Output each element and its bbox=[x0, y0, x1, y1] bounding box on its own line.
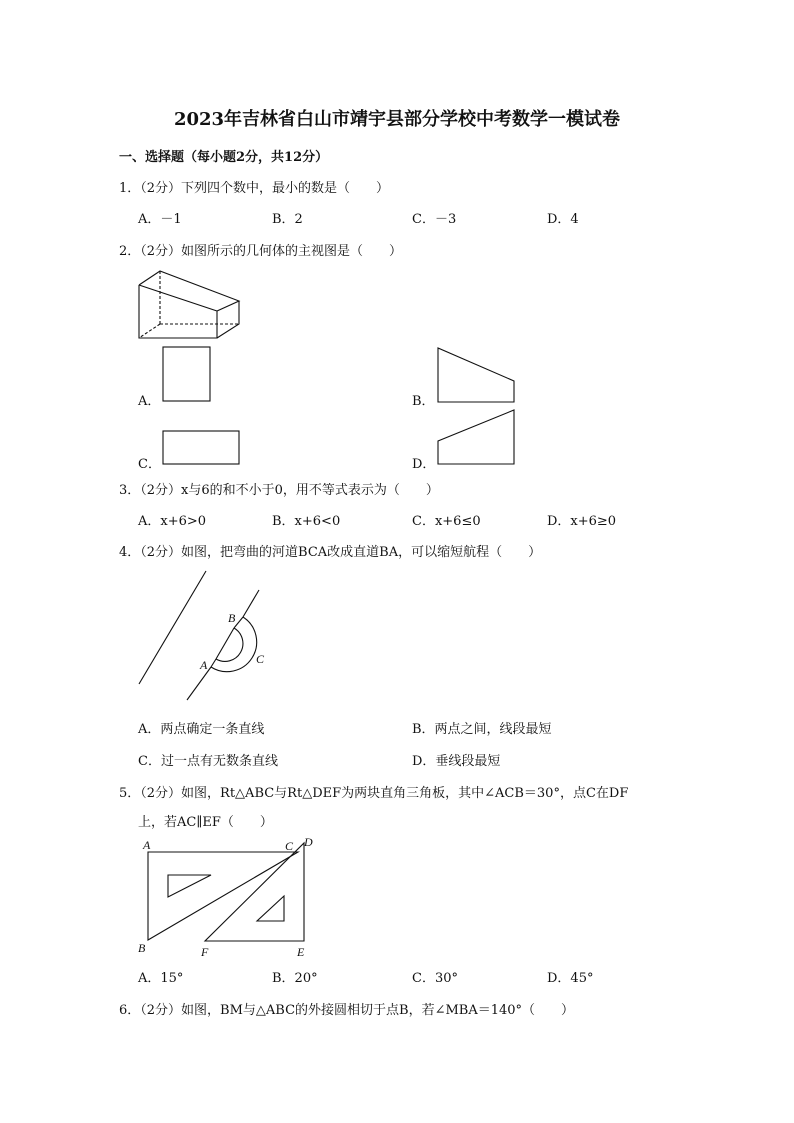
q5-option-c[interactable]: C．30° bbox=[412, 971, 458, 986]
question-1-stem: 1．（2分）下列四个数中，最小的数是（ ） bbox=[119, 181, 390, 196]
q5-label-a: A bbox=[143, 838, 151, 852]
question-4-stem: 4．（2分）如图，把弯曲的河道BCA改成直道BA，可以缩短航程（ ） bbox=[119, 545, 542, 560]
q4-option-c[interactable]: C．过一点有无数条直线 bbox=[138, 754, 278, 769]
q1-option-d[interactable]: D．4 bbox=[547, 212, 579, 227]
q4-label-b: B bbox=[228, 611, 236, 625]
question-3-stem: 3．（2分）x与6的和不小于0，用不等式表示为（ ） bbox=[119, 483, 439, 498]
q3-option-d[interactable]: D．x+6≥0 bbox=[547, 514, 617, 529]
q5-option-a[interactable]: A．15° bbox=[138, 971, 184, 986]
q2-option-b[interactable]: B． bbox=[412, 394, 435, 409]
q5-option-d[interactable]: D．45° bbox=[547, 971, 594, 986]
q3-option-c[interactable]: C．x+6≤0 bbox=[412, 514, 481, 529]
q2-option-a[interactable]: A． bbox=[138, 394, 161, 409]
question-5-stem-line2: 上，若AC∥EF（ ） bbox=[138, 815, 273, 830]
question-6-stem: 6．（2分）如图，BM与△ABC的外接圆相切于点B，若∠MBA＝140°（ ） bbox=[119, 1003, 575, 1018]
q5-label-d: D bbox=[304, 835, 313, 849]
question-5-stem-line1: 5．（2分）如图，Rt△ABC与Rt△DEF为两块直角三角板，其中∠ACB＝30°，点C在DF bbox=[119, 786, 629, 801]
q4-label-a: A bbox=[200, 658, 208, 672]
section-heading: 一、选择题（每小题2分，共12分） bbox=[119, 150, 329, 165]
q4-option-b[interactable]: B．两点之间，线段最短 bbox=[412, 722, 552, 737]
q1-option-a[interactable]: A．－1 bbox=[138, 212, 182, 227]
q5-label-f: F bbox=[201, 945, 209, 959]
q5-label-e: E bbox=[297, 945, 305, 959]
q5-label-b: B bbox=[138, 941, 146, 955]
q4-label-c: C bbox=[256, 652, 265, 666]
q4-option-a[interactable]: A．两点确定一条直线 bbox=[138, 722, 265, 737]
question-2-stem: 2．（2分）如图所示的几何体的主视图是（ ） bbox=[119, 244, 403, 259]
q5-option-b[interactable]: B．20° bbox=[272, 971, 318, 986]
q1-option-b[interactable]: B．2 bbox=[272, 212, 303, 227]
q5-label-c: C bbox=[285, 839, 294, 853]
q3-option-b[interactable]: B．x+6<0 bbox=[272, 514, 341, 529]
q3-option-a[interactable]: A．x+6>0 bbox=[138, 514, 207, 529]
q2-option-c[interactable]: C． bbox=[138, 457, 161, 472]
q1-option-c[interactable]: C．－3 bbox=[412, 212, 457, 227]
q4-option-d[interactable]: D．垂线段最短 bbox=[412, 754, 501, 769]
page-title: 2023年吉林省白山市靖宇县部分学校中考数学一模试卷 bbox=[173, 109, 621, 130]
q2-option-d[interactable]: D． bbox=[412, 457, 436, 472]
